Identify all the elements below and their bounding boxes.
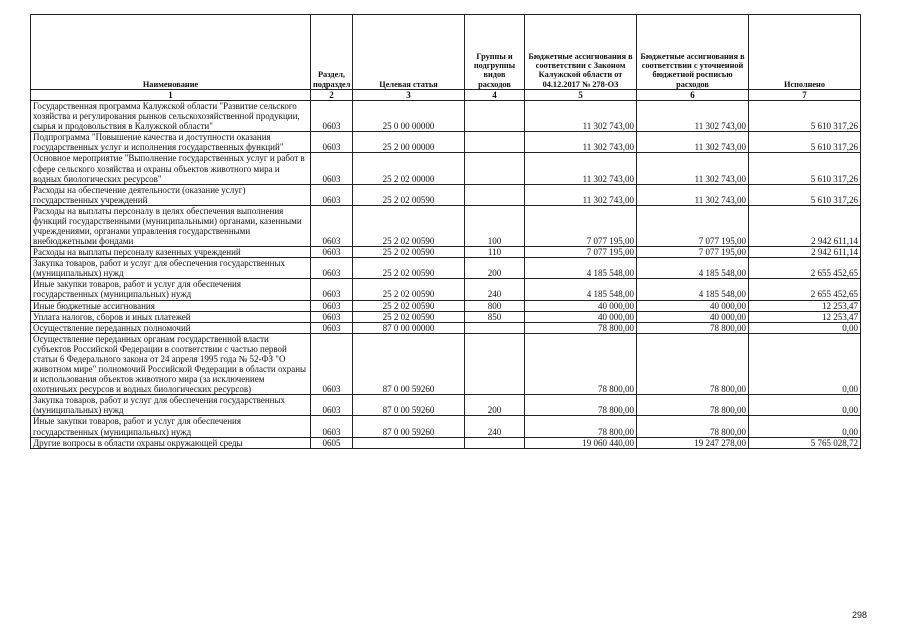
row-adjusted-allocation: 78 800,00 [637,395,749,416]
row-adjusted-allocation: 4 185 548,00 [637,258,749,279]
row-adjusted-allocation: 78 800,00 [637,416,749,437]
row-executed: 0,00 [749,322,861,333]
row-name: Основное мероприятие "Выполнение государственных услуг и работ в сфере сельского хозяйства и охраны объектов животного мира и водных биологических ресурсов" [31,153,311,184]
row-article: 25 2 02 00590 [353,184,465,205]
row-adjusted-allocation: 78 800,00 [637,322,749,333]
row-executed: 5 765 028,72 [749,437,861,448]
table-row [31,132,861,153]
table-row [31,153,861,184]
column-number: 6 [637,90,749,101]
table-row [31,395,861,416]
row-name: Расходы на выплаты персоналу казенных учреждений [31,247,311,258]
row-section: 0603 [311,184,353,205]
column-number: 2 [311,90,353,101]
column-number: 1 [31,90,311,101]
row-section: 0603 [311,258,353,279]
row-article: 25 2 00 00000 [353,132,465,153]
column-number: 5 [525,90,637,101]
header-section: Раздел, подраздел [311,15,353,90]
row-law-allocation: 78 800,00 [525,395,637,416]
row-section: 0603 [311,153,353,184]
budget-table [30,14,861,449]
row-article: 25 2 02 00590 [353,279,465,300]
row-group: 240 [465,279,525,300]
table-row [31,279,861,300]
row-group [465,132,525,153]
table-row [31,101,861,132]
row-executed: 0,00 [749,333,861,394]
row-group: 100 [465,205,525,246]
row-article: 87 0 00 59260 [353,395,465,416]
header-row [31,15,861,90]
row-adjusted-allocation: 40 000,00 [637,311,749,322]
row-law-allocation: 78 800,00 [525,333,637,394]
page-number: 298 [851,610,867,620]
row-executed: 2 942 611,14 [749,247,861,258]
row-section: 0603 [311,311,353,322]
row-law-allocation: 11 302 743,00 [525,153,637,184]
row-group [465,333,525,394]
row-adjusted-allocation: 11 302 743,00 [637,101,749,132]
row-law-allocation: 4 185 548,00 [525,258,637,279]
table-row [31,258,861,279]
row-section: 0603 [311,247,353,258]
column-number: 4 [465,90,525,101]
row-adjusted-allocation: 19 247 278,00 [637,437,749,448]
row-group [465,101,525,132]
row-law-allocation: 78 800,00 [525,322,637,333]
row-executed: 2 942 611,14 [749,205,861,246]
row-name: Иные закупки товаров, работ и услуг для обеспечения государственных (муниципальных) нужд [31,416,311,437]
row-article: 87 0 00 00000 [353,322,465,333]
row-executed: 0,00 [749,416,861,437]
row-group: 240 [465,416,525,437]
column-number: 7 [749,90,861,101]
table-row [31,247,861,258]
row-executed: 5 610 317,26 [749,101,861,132]
table-row [31,311,861,322]
row-executed: 5 610 317,26 [749,132,861,153]
header-adjusted-allocation: Бюджетные ассигнования в соответствии с уточненной бюджетной росписью расходов [637,15,749,90]
column-number: 3 [353,90,465,101]
row-article: 25 2 02 00590 [353,258,465,279]
row-adjusted-allocation: 11 302 743,00 [637,184,749,205]
row-adjusted-allocation: 4 185 548,00 [637,279,749,300]
row-law-allocation: 11 302 743,00 [525,101,637,132]
row-name: Закупка товаров, работ и услуг для обеспечения государственных (муниципальных) нужд [31,258,311,279]
row-article: 25 2 02 00590 [353,205,465,246]
row-section: 0603 [311,132,353,153]
row-group: 850 [465,311,525,322]
row-section: 0603 [311,333,353,394]
row-law-allocation: 7 077 195,00 [525,247,637,258]
row-article: 25 0 00 00000 [353,101,465,132]
row-adjusted-allocation: 11 302 743,00 [637,132,749,153]
row-adjusted-allocation: 7 077 195,00 [637,247,749,258]
table-row [31,416,861,437]
row-executed: 12 253,47 [749,300,861,311]
row-executed: 5 610 317,26 [749,184,861,205]
table-row [31,184,861,205]
header-name: Наименование [31,15,311,90]
table-row [31,322,861,333]
column-number-row [31,90,861,101]
row-section: 0603 [311,101,353,132]
row-law-allocation: 19 060 440,00 [525,437,637,448]
row-name: Осуществление переданных полномочий [31,322,311,333]
row-name: Иные бюджетные ассигнования [31,300,311,311]
row-law-allocation: 4 185 548,00 [525,279,637,300]
row-article: 25 2 02 00000 [353,153,465,184]
table-row [31,333,861,394]
row-executed: 12 253,47 [749,311,861,322]
row-law-allocation: 11 302 743,00 [525,184,637,205]
row-name: Иные закупки товаров, работ и услуг для обеспечения государственных (муниципальных) нужд [31,279,311,300]
row-adjusted-allocation: 11 302 743,00 [637,153,749,184]
row-article: 25 2 02 00590 [353,300,465,311]
row-law-allocation: 7 077 195,00 [525,205,637,246]
row-section: 0603 [311,279,353,300]
row-group [465,322,525,333]
row-article: 87 0 00 59260 [353,416,465,437]
row-adjusted-allocation: 7 077 195,00 [637,205,749,246]
row-section: 0603 [311,416,353,437]
row-article [353,437,465,448]
row-group: 200 [465,395,525,416]
row-section: 0603 [311,395,353,416]
row-executed: 2 655 452,65 [749,279,861,300]
row-executed: 0,00 [749,395,861,416]
table-row [31,205,861,246]
row-adjusted-allocation: 78 800,00 [637,333,749,394]
table-row [31,437,861,448]
row-name: Уплата налогов, сборов и иных платежей [31,311,311,322]
row-law-allocation: 40 000,00 [525,311,637,322]
row-article: 25 2 02 00590 [353,247,465,258]
row-group: 110 [465,247,525,258]
row-name: Расходы на обеспечение деятельности (оказание услуг) государственных учреждений [31,184,311,205]
header-law-allocation: Бюджетные ассигнования в соответствии с Законом Калужской области от 04.12.2017 № 278-ОЗ [525,15,637,90]
row-article: 87 0 00 59260 [353,333,465,394]
row-name: Подпрограмма "Повышение качества и доступности оказания государственных услуг и исполнения государственных функций" [31,132,311,153]
row-section: 0603 [311,205,353,246]
header-article: Целевая статья [353,15,465,90]
row-section: 0605 [311,437,353,448]
row-name: Закупка товаров, работ и услуг для обеспечения государственных (муниципальных) нужд [31,395,311,416]
row-law-allocation: 40 000,00 [525,300,637,311]
header-executed: Исполнено [749,15,861,90]
table-row [31,300,861,311]
row-group: 200 [465,258,525,279]
row-group [465,184,525,205]
header-group: Группы и подгруппы видов расходов [465,15,525,90]
row-article: 25 2 02 00590 [353,311,465,322]
row-name: Другие вопросы в области охраны окружающей среды [31,437,311,448]
row-executed: 2 655 452,65 [749,258,861,279]
row-executed: 5 610 317,26 [749,153,861,184]
row-name: Осуществление переданных органам государственной власти субъектов Российской Федерации в соответствии с частью первой статьи 6 Федерального закона от 24 апреля 1995 года № 52-ФЗ "О животном мире" полномочий Российской Федерации в области охраны и использования объектов животного мира (за исключением охотничьих ресурсов и водных биологических ресурсов) [31,333,311,394]
row-law-allocation: 78 800,00 [525,416,637,437]
row-law-allocation: 11 302 743,00 [525,132,637,153]
row-name: Расходы на выплаты персоналу в целях обеспечения выполнения функций государственными (муниципальными) органами, казенными учреждениями, органами управления государственными внебюджетными фондами [31,205,311,246]
row-group [465,153,525,184]
row-group [465,437,525,448]
row-name: Государственная программа Калужской области "Развитие сельского хозяйства и регулирования рынков сельскохозяйственной продукции, сырья и продовольствия в Калужской области" [31,101,311,132]
row-section: 0603 [311,322,353,333]
row-section: 0603 [311,300,353,311]
row-adjusted-allocation: 40 000,00 [637,300,749,311]
row-group: 800 [465,300,525,311]
